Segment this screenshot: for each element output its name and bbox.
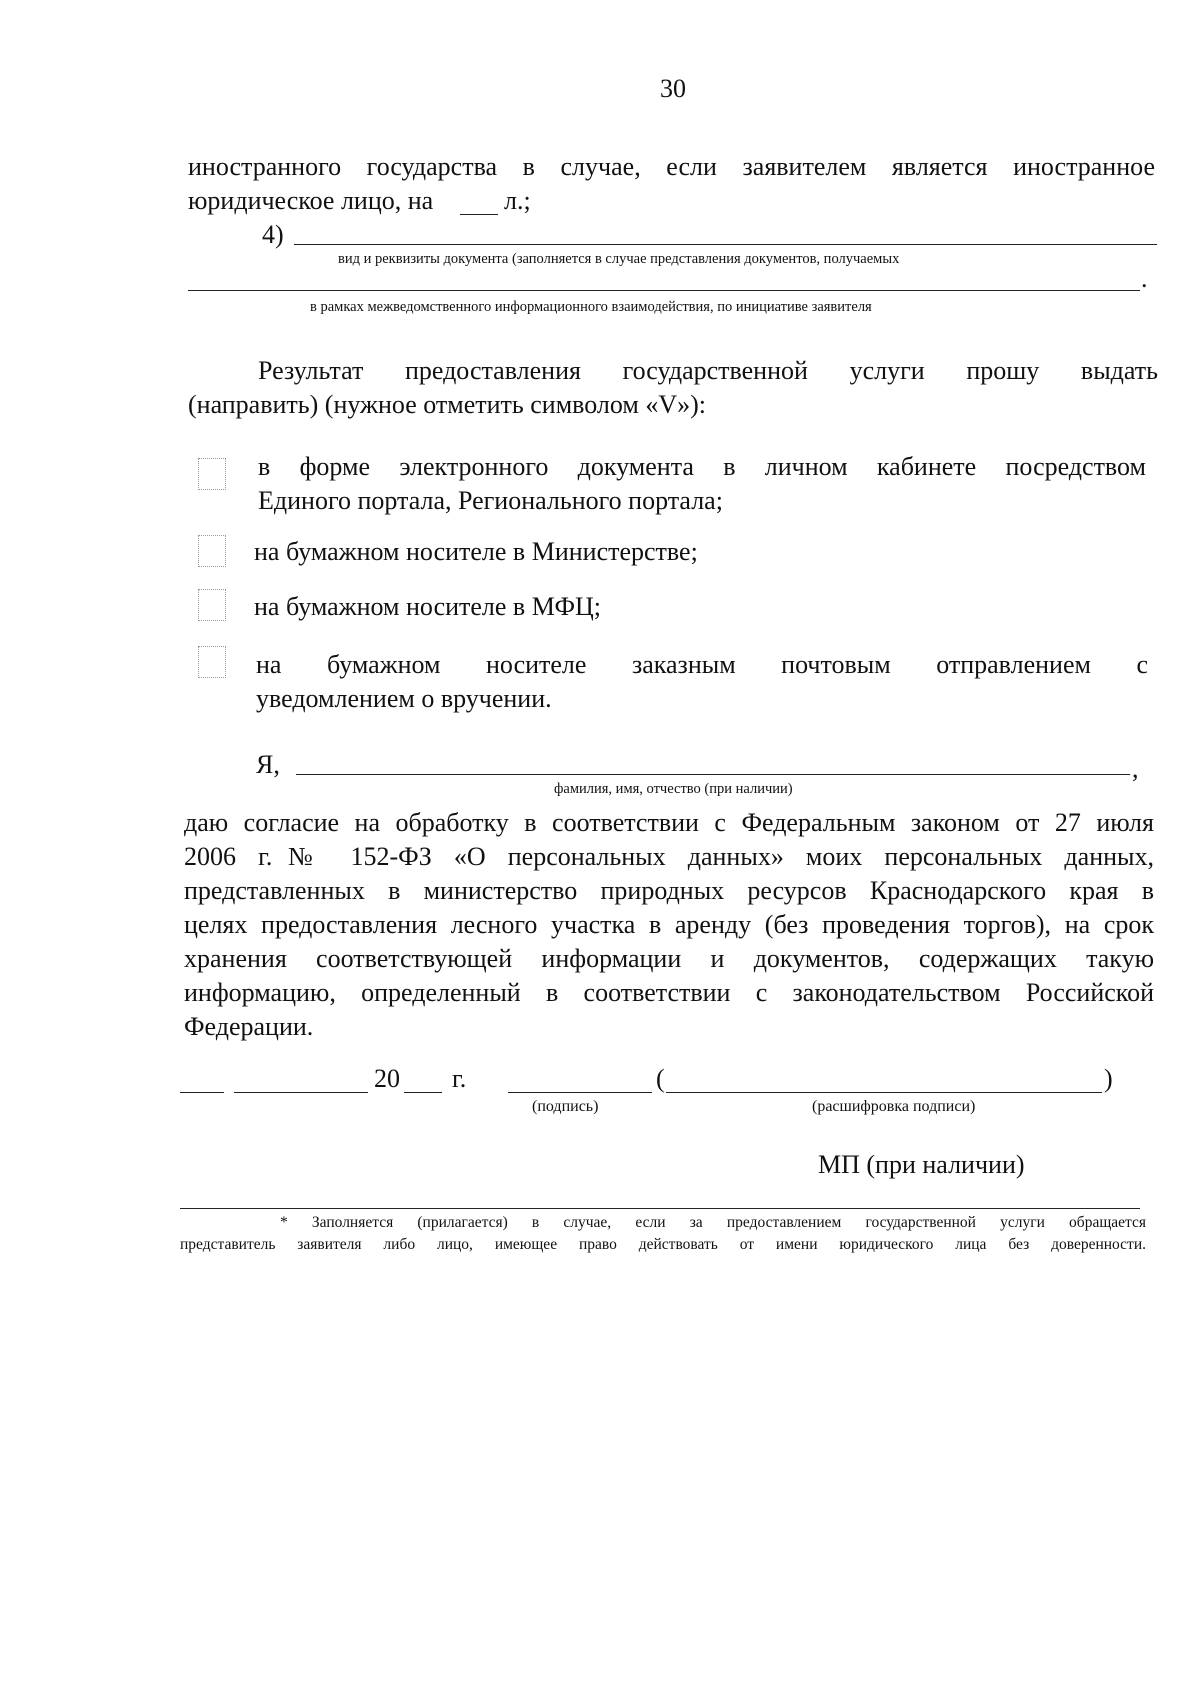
result-line2: (направить) (нужное отметить символом «V»): bbox=[188, 390, 707, 419]
decode-close-paren: ) bbox=[1104, 1064, 1113, 1093]
signature-decode-line[interactable] bbox=[666, 1092, 1102, 1093]
footnote-line1-text: * Заполняется (прилагается) в случае, если за предоставлением государственной услуги обращается bbox=[280, 1214, 1146, 1231]
intro-line2-prefix: юридическое лицо, на bbox=[188, 186, 434, 215]
item4-line1[interactable] bbox=[294, 244, 1157, 245]
consent-line bbox=[184, 942, 1154, 976]
option-mfc-label: на бумажном носителе в МФЦ; bbox=[254, 592, 602, 621]
footnote-line2-text: представитель заявителя либо лицо, имеющее право действовать от имени юридического лица без доверенности. bbox=[180, 1236, 1146, 1253]
footnote-divider bbox=[180, 1208, 1140, 1209]
consent-prefix: Я, bbox=[256, 750, 280, 779]
item4-caption2: в рамках межведомственного информационного взаимодействия, по инициативе заявителя bbox=[310, 299, 872, 315]
option-electronic-line1-text: в форме электронного документа в личном кабинете посредством bbox=[258, 452, 1146, 481]
consent-line bbox=[184, 840, 1154, 874]
option-electronic-line1 bbox=[258, 450, 1146, 484]
consent-line bbox=[184, 908, 1154, 942]
footnote-line2 bbox=[180, 1236, 1146, 1254]
sheets-count-line[interactable] bbox=[460, 214, 498, 215]
date-year-line[interactable] bbox=[404, 1092, 442, 1093]
consent-line bbox=[184, 976, 1154, 1010]
item4-trailing-dot: . bbox=[1141, 264, 1148, 293]
option-mfc-checkbox[interactable] bbox=[198, 589, 226, 621]
option-electronic-line2: Единого портала, Регионального портала; bbox=[258, 486, 723, 515]
decode-caption: (расшифровка подписи) bbox=[812, 1098, 976, 1115]
option-mail-line1 bbox=[256, 648, 1148, 682]
item4-number: 4) bbox=[262, 220, 284, 249]
consent-line-text: целях предоставления лесного участка в аренду (без проведения торгов), на срок bbox=[184, 910, 1154, 939]
option-electronic-checkbox[interactable] bbox=[198, 458, 226, 490]
page-number: 30 bbox=[660, 74, 686, 103]
signature-line[interactable] bbox=[508, 1092, 652, 1093]
decode-open-paren: ( bbox=[656, 1064, 665, 1093]
signature-caption: (подпись) bbox=[532, 1098, 599, 1115]
stamp-label: МП (при наличии) bbox=[818, 1150, 1025, 1179]
intro-line1-text: иностранного государства в случае, если заявителем является иностранное bbox=[188, 152, 1155, 181]
option-mail-line2: уведомлением о вручении. bbox=[256, 684, 552, 713]
item4-line2[interactable] bbox=[188, 290, 1140, 291]
option-mail-checkbox[interactable] bbox=[198, 646, 226, 678]
date-year-prefix: 20 bbox=[374, 1064, 400, 1093]
consent-line bbox=[184, 874, 1154, 908]
consent-line bbox=[184, 806, 1154, 840]
full-name-caption: фамилия, имя, отчество (при наличии) bbox=[554, 781, 793, 797]
consent-line-text: представленных в министерство природных ресурсов Краснодарского края в bbox=[184, 876, 1154, 905]
option-ministry-checkbox[interactable] bbox=[198, 535, 226, 567]
footnote-line1 bbox=[180, 1214, 1146, 1232]
intro-line1 bbox=[188, 150, 1155, 184]
consent-suffix: , bbox=[1132, 754, 1139, 783]
option-ministry-label: на бумажном носителе в Министерстве; bbox=[254, 537, 698, 566]
result-line1 bbox=[258, 354, 1158, 388]
consent-line-text: 2006 г.№ 152-ФЗ «О персональных данных» моих персональных данных, bbox=[184, 842, 1154, 871]
intro-line2-suffix: л.; bbox=[504, 186, 531, 215]
date-year-suffix: г. bbox=[452, 1064, 467, 1093]
consent-line-text: хранения соответствующей информации и документов, содержащих такую bbox=[184, 944, 1154, 973]
result-line1-text: Результат предоставления государственной услуги прошу выдать bbox=[258, 356, 1158, 385]
option-mail-line1-text: на бумажном носителе заказным почтовым отправлением с bbox=[256, 650, 1148, 679]
consent-line-last: Федерации. bbox=[184, 1012, 314, 1041]
consent-text bbox=[184, 806, 1154, 1044]
consent-line-text: информацию, определенный в соответствии с законодательством Российской bbox=[184, 978, 1154, 1007]
item4-caption1: вид и реквизиты документа (заполняется в случае представления документов, получаемых bbox=[338, 251, 900, 267]
date-day-line[interactable] bbox=[180, 1092, 224, 1093]
consent-line-text: даю согласие на обработку в соответствии с Федеральным законом от 27 июля bbox=[184, 808, 1154, 837]
full-name-line[interactable] bbox=[296, 774, 1130, 775]
date-month-line[interactable] bbox=[234, 1092, 368, 1093]
